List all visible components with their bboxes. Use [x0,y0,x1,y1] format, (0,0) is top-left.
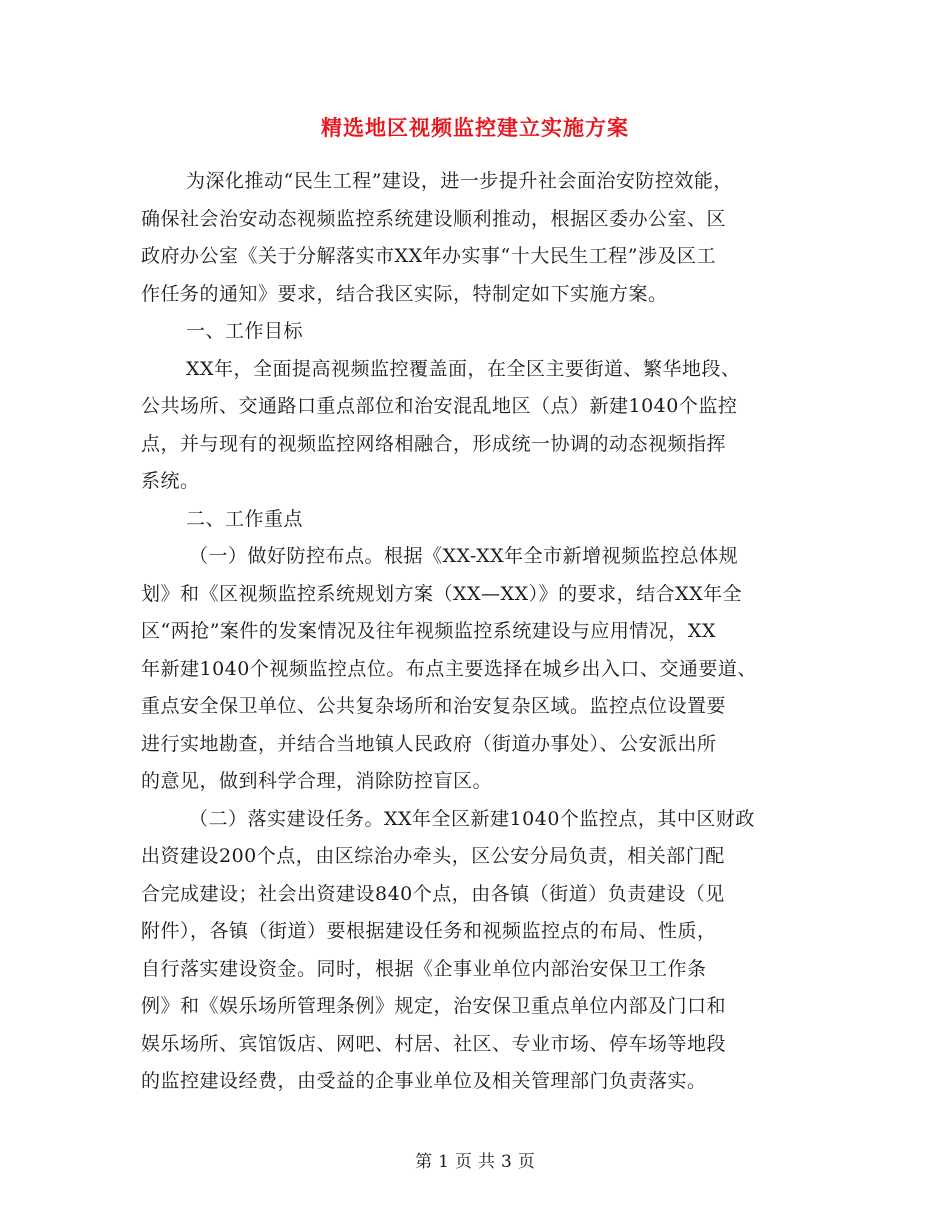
text-line: 作任务的通知》要求，结合我区实际，特制定如下实施方案。 [141,282,668,305]
text-line: 合完成建设；社会出资建设840个点，由各镇（街道）负责建设（见 [141,882,725,905]
text-line: 年新建1040个视频监控点位。布点主要选择在城乡出入口、交通要道、 [141,657,757,680]
document-title: 精选地区视频监控建立实施方案 [321,115,629,140]
footer-label-ye2: 页 [517,1152,535,1172]
text-line: XX年，全面提高视频监控覆盖面，在全区主要街道、繁华地段、 [186,357,741,380]
footer-label-ye: 页 [455,1152,472,1172]
paragraph-intro [141,163,821,313]
paragraph-focus-2 [141,801,821,1101]
text-line: 进行实地勘查，并结合当地镇人民政府（街道办事处）、公安派出所 [141,732,717,755]
heading-work-focus [141,501,821,539]
text-line: 划》和《区视频监控系统规划方案（XX—XX）》的要求，结合XX年全 [141,582,743,605]
text-line: 的监控建设经费，由受益的企事业单位及相关管理部门负责落实。 [141,1070,707,1092]
text-line: 区“两抢”案件的发案情况及往年视频监控系统建设与应用情况，XX [141,620,716,642]
text-line: 确保社会治安动态视频监控系统建设顺利推动，根据区委办公室、区 [141,207,727,230]
section-heading: 一、工作目标 [186,320,304,342]
text-line: （一）做好防控布点。根据《XX-XX年全市新增视频监控总体规 [189,545,739,567]
text-line: 例》和《娱乐场所管理条例》规定，治安保卫重点单位内部及门口和 [141,995,727,1017]
page-footer [0,1150,950,1174]
text-line: 点，并与现有的视频监控网络相融合，形成统一协调的动态视频指挥 [141,432,727,455]
text-line: 重点安全保卫单位、公共复杂场所和治安复杂区域。监控点位设置要 [141,695,727,717]
section-heading: 二、工作重点 [186,507,304,530]
text-line: 系统。 [141,470,200,492]
paragraph-focus-1 [141,538,821,801]
text-line: 政府办公室《关于分解落实市XX年办实事“十大民生工程”涉及区工 [141,245,716,267]
footer-label-di: 第 [415,1152,433,1172]
text-line: 出资建设200个点，由区综治办牵头，区公安分局负责，相关部门配 [141,845,725,867]
text-line: 附件），各镇（街道）要根据建设任务和视频监控点的布局、性质， [141,920,717,942]
text-line: （二）落实建设任务。XX年全区新建1040个监控点，其中区财政 [189,807,755,830]
text-line: 为深化推动“民生工程”建设，进一步提升社会面治安防控效能， [186,170,733,192]
footer-label-gong: 共 [478,1152,495,1172]
page-total: 3 [501,1152,512,1172]
text-line: 的意见，做到科学合理，消除防控盲区。 [141,770,493,792]
heading-work-goal [141,313,821,351]
text-line: 自行落实建设资金。同时，根据《企事业单位内部治安保卫工作条 [141,957,707,980]
text-line: 公共场所、交通路口重点部位和治安混乱地区（点）新建1040个监控 [141,395,738,417]
document-body [141,163,821,1101]
paragraph-goal [141,351,821,501]
page-number: 1 [438,1152,449,1172]
text-line: 娱乐场所、宾馆饭店、网吧、村居、社区、专业市场、停车场等地段 [141,1032,727,1055]
